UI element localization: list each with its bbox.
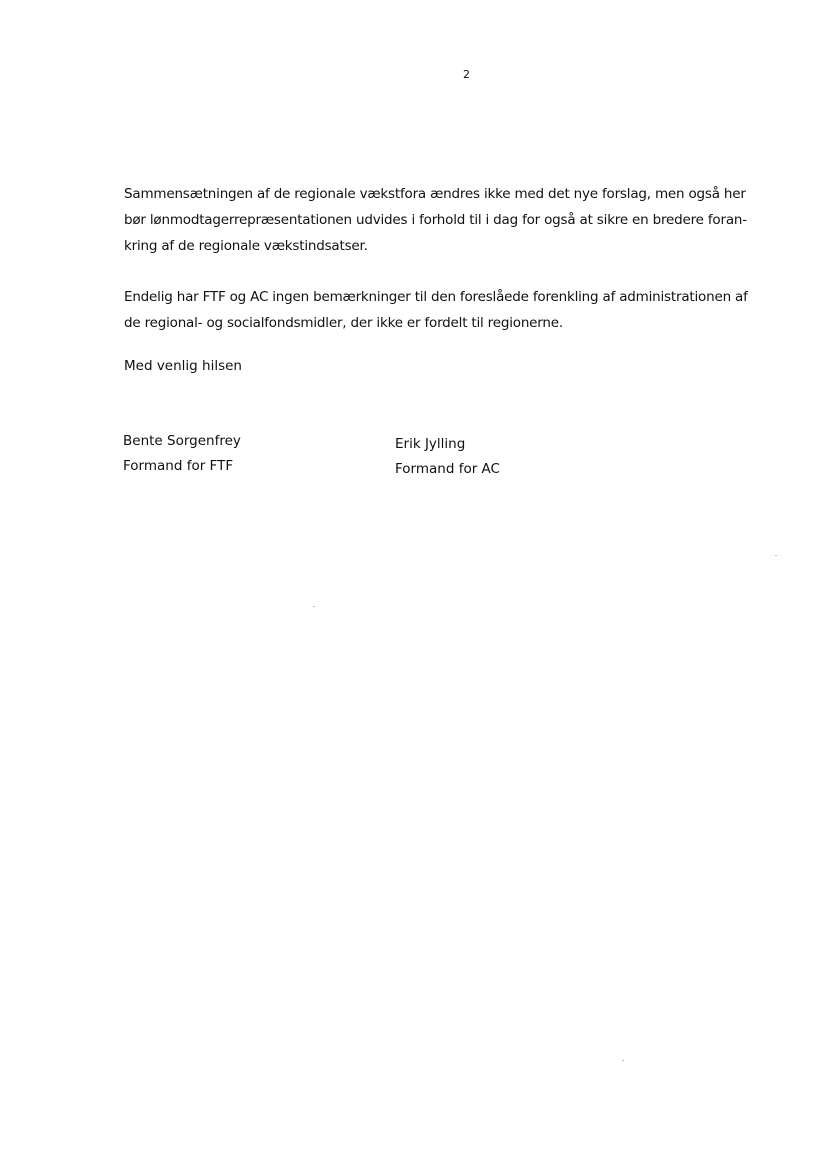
paragraph-forenkling bbox=[124, 284, 748, 336]
page-number: 2 bbox=[463, 68, 470, 81]
paragraph-line: Endelig har FTF og AC ingen bemærkninger til den foreslåede forenkling af administrationen af bbox=[124, 289, 748, 305]
signatory-name: Erik Jylling bbox=[395, 436, 466, 452]
signatory-title: Formand for AC bbox=[395, 461, 500, 477]
closing-greeting: Med venlig hilsen bbox=[124, 358, 242, 374]
paragraph-line: Sammensætningen af de regionale vækstfora ændres ikke med det nye forslag, men også her bbox=[124, 186, 746, 202]
signatory-name: Bente Sorgenfrey bbox=[123, 433, 241, 449]
signatory-title: Formand for FTF bbox=[123, 458, 234, 474]
scan-speck bbox=[775, 555, 777, 556]
paragraph-line: kring af de regionale vækstindsatser. bbox=[124, 238, 368, 254]
paragraph-line: de regional- og socialfondsmidler, der ikke er fordelt til regionerne. bbox=[124, 315, 563, 331]
paragraph-line: bør lønmodtagerrepræsentationen udvides i forhold til i dag for også at sikre en bredere foran- bbox=[124, 212, 747, 228]
scan-speck bbox=[313, 606, 315, 607]
paragraph-vaekstfora bbox=[124, 181, 747, 259]
scan-speck bbox=[622, 1060, 624, 1061]
signature-block-ac bbox=[395, 432, 500, 482]
signature-block-ftf bbox=[123, 429, 241, 479]
